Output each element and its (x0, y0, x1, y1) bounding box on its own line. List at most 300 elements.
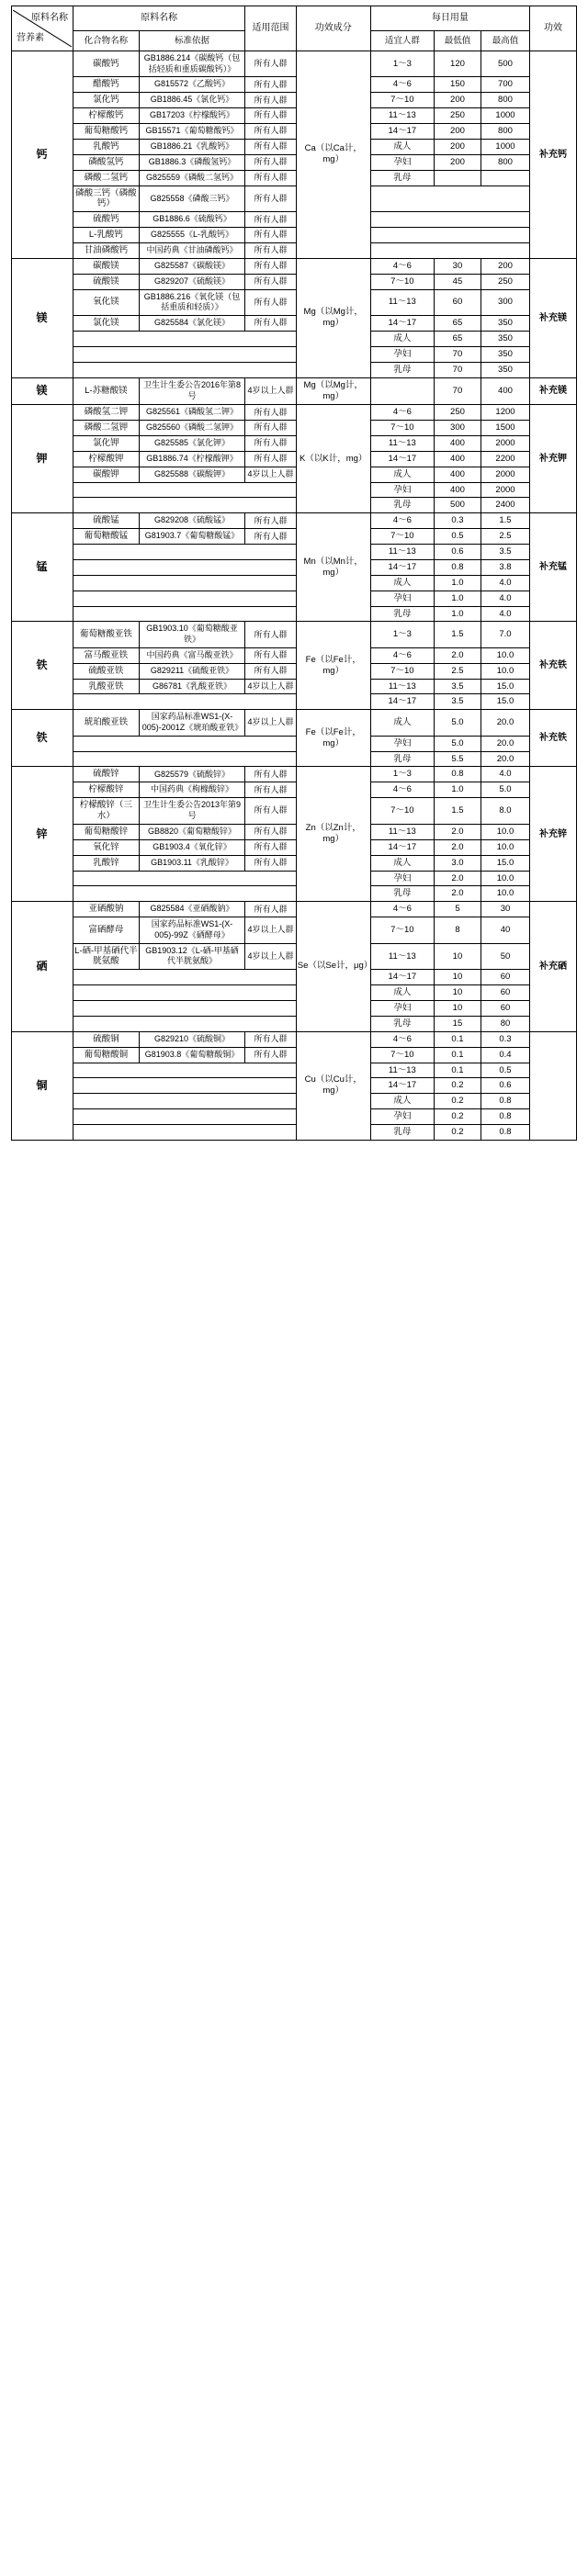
suitable-group-cell: 乳母 (370, 606, 434, 622)
min-value-cell: 300 (435, 421, 481, 436)
scope-cell: 所有人群 (245, 622, 296, 647)
min-value-cell: 2.0 (435, 647, 481, 663)
table-row (12, 258, 577, 274)
max-value-cell: 60 (481, 970, 529, 985)
min-value-cell: 70 (435, 346, 481, 362)
max-value-cell: 0.8 (481, 1094, 529, 1109)
suitable-group-cell: 孕妇 (370, 1001, 434, 1017)
standard-basis-cell: GB1886.214《碳酸钙（包括轻质和重质碳酸钙）》 (139, 51, 245, 77)
function-ingredient-cell: Cu（以Cu计，mg） (296, 1031, 370, 1140)
function-ingredient-cell: Mg（以Mg计，mg） (296, 258, 370, 377)
compound-name-cell: 磷酸二氢钙 (74, 170, 140, 186)
table-header (12, 6, 577, 51)
function-ingredient-cell: Mn（以Mn计，mg） (296, 513, 370, 622)
standard-basis-cell: GB1886.45《氯化钙》 (139, 93, 245, 108)
header-effect: 功效 (530, 6, 577, 51)
table-row (12, 917, 577, 943)
compound-name-cell: 硫酸亚铁 (74, 663, 140, 679)
suitable-group-cell: 11～13 (370, 435, 434, 451)
compound-name-cell: 氯化镁 (74, 316, 140, 332)
max-value-cell: 2200 (481, 451, 529, 467)
table-row (12, 1031, 577, 1047)
suitable-group-cell: 7～10 (370, 798, 434, 825)
suitable-group-cell: 成人 (370, 575, 434, 591)
table-row (12, 451, 577, 467)
function-ingredient-cell: Fe（以Fe计，mg） (296, 622, 370, 710)
empty-cell (74, 498, 297, 513)
table-row (12, 902, 577, 917)
compound-name-cell: 碳酸钙 (74, 51, 140, 77)
table-row (12, 316, 577, 332)
table-row (12, 362, 577, 377)
max-value-cell: 0.4 (481, 1047, 529, 1063)
standard-basis-cell: 卫生计生委公告2013年第9号 (139, 798, 245, 825)
table-row (12, 186, 577, 212)
min-value-cell: 150 (435, 77, 481, 93)
empty-cell (74, 970, 297, 985)
max-value-cell: 10.0 (481, 824, 529, 839)
corner-header-bottom-label: 营养素 (17, 32, 44, 43)
empty-cell (74, 1001, 297, 1017)
suitable-group-cell: 成人 (370, 855, 434, 871)
standard-basis-cell: G825588《碳酸钾》 (139, 467, 245, 482)
table-row (12, 1047, 577, 1063)
max-value-cell: 500 (481, 51, 529, 77)
compound-name-cell: 磷酸三钙（磷酸钙） (74, 186, 140, 212)
min-value-cell: 1.0 (435, 606, 481, 622)
min-value-cell: 30 (435, 258, 481, 274)
compound-name-cell: L-乳酸钙 (74, 228, 140, 243)
min-value-cell: 400 (435, 482, 481, 498)
function-ingredient-cell: Mg（以Mg计，mg） (296, 377, 370, 405)
max-value-cell: 2.5 (481, 529, 529, 545)
effect-cell: 补充硒 (530, 902, 577, 1032)
table-row (12, 1063, 577, 1078)
max-value-cell: 350 (481, 316, 529, 332)
compound-name-cell: 氧化锌 (74, 839, 140, 855)
table-row (12, 943, 577, 970)
min-value-cell: 70 (435, 377, 481, 405)
max-value-cell: 0.6 (481, 1078, 529, 1094)
compound-name-cell: 柠檬酸钾 (74, 451, 140, 467)
max-value-cell: 1.5 (481, 513, 529, 529)
max-value-cell: 60 (481, 1001, 529, 1017)
nutrient-name-cell: 锰 (12, 513, 74, 622)
empty-cell (74, 545, 297, 560)
standard-basis-cell: G829210《硫酸铜》 (139, 1031, 245, 1047)
function-ingredient-cell: Fe（以Fe计，mg） (296, 710, 370, 767)
standard-basis-cell: G829208《硫酸锰》 (139, 513, 245, 529)
max-value-cell: 1000 (481, 139, 529, 154)
min-value-cell: 5.0 (435, 710, 481, 736)
table-row (12, 710, 577, 736)
suitable-group-cell: 14～17 (370, 559, 434, 575)
compound-name-cell: 乳酸锌 (74, 855, 140, 871)
standard-basis-cell: GB1886.216《氧化镁（包括重质和轻质）》 (139, 289, 245, 315)
min-value-cell: 0.2 (435, 1125, 481, 1141)
empty-cell (74, 362, 297, 377)
scope-cell: 所有人群 (245, 451, 296, 467)
suitable-group-cell: 1～3 (370, 51, 434, 77)
empty-cell (74, 985, 297, 1001)
suitable-group-cell: 7～10 (370, 1047, 434, 1063)
effect-cell: 补充镁 (530, 377, 577, 405)
header-function-ingredient: 功效成分 (296, 6, 370, 51)
table-row (12, 228, 577, 243)
table-row (12, 108, 577, 124)
compound-name-cell: 富马酸亚铁 (74, 647, 140, 663)
min-value-cell: 0.1 (435, 1063, 481, 1078)
compound-name-cell: 硫酸镁 (74, 274, 140, 289)
header-raw-material: 原料名称 (74, 6, 245, 31)
max-value-cell: 0.8 (481, 1109, 529, 1125)
table-row (12, 622, 577, 647)
min-value-cell: 2.5 (435, 663, 481, 679)
scope-cell: 所有人群 (245, 243, 296, 259)
effect-cell: 补充铁 (530, 622, 577, 710)
compound-name-cell: 碳酸镁 (74, 258, 140, 274)
compound-name-cell: 硫酸钙 (74, 212, 140, 228)
suitable-group-cell: 7～10 (370, 421, 434, 436)
max-value-cell: 20.0 (481, 751, 529, 767)
table-row (12, 346, 577, 362)
suitable-group-cell: 7～10 (370, 663, 434, 679)
table-row (12, 559, 577, 575)
scope-cell: 所有人群 (245, 51, 296, 77)
max-value-cell: 60 (481, 985, 529, 1001)
min-value-cell: 45 (435, 274, 481, 289)
suitable-group-cell: 14～17 (370, 451, 434, 467)
table-row (12, 970, 577, 985)
compound-name-cell: 硫酸锌 (74, 767, 140, 782)
compound-name-cell: 氯化钾 (74, 435, 140, 451)
max-value-cell: 250 (481, 274, 529, 289)
suitable-group-cell: 4～6 (370, 405, 434, 421)
suitable-group-cell: 11～13 (370, 1063, 434, 1078)
suitable-group-cell: 1～3 (370, 622, 434, 647)
max-value-cell: 800 (481, 154, 529, 170)
table-row (12, 1094, 577, 1109)
nutrient-name-cell: 镁 (12, 258, 74, 377)
min-value-cell: 65 (435, 331, 481, 346)
max-value-cell: 20.0 (481, 710, 529, 736)
min-value-cell: 120 (435, 51, 481, 77)
scope-cell: 所有人群 (245, 513, 296, 529)
table-row (12, 435, 577, 451)
suitable-group-cell (370, 377, 434, 405)
suitable-group-cell: 成人 (370, 710, 434, 736)
table-row (12, 1109, 577, 1125)
nutrient-name-cell: 铁 (12, 710, 74, 767)
scope-cell: 4岁以上人群 (245, 917, 296, 943)
standard-basis-cell: 国家药品标准WS1-(X-005)-2001Z《琥珀酸亚铁》 (139, 710, 245, 736)
max-value-cell: 1200 (481, 405, 529, 421)
compound-name-cell: 葡萄糖酸锌 (74, 824, 140, 839)
effect-cell: 补充铁 (530, 710, 577, 767)
table-row (12, 647, 577, 663)
max-value-cell: 10.0 (481, 839, 529, 855)
compound-name-cell: L-苏糖酸镁 (74, 377, 140, 405)
min-value-cell: 10 (435, 1001, 481, 1017)
table-row (12, 663, 577, 679)
min-value-cell: 1.5 (435, 798, 481, 825)
scope-cell: 所有人群 (245, 228, 296, 243)
scope-cell: 所有人群 (245, 212, 296, 228)
suitable-group-cell: 14～17 (370, 124, 434, 140)
suitable-group-cell: 孕妇 (370, 1109, 434, 1125)
table-row (12, 1001, 577, 1017)
standard-basis-cell: G825579《硫酸锌》 (139, 767, 245, 782)
table-row (12, 421, 577, 436)
standard-basis-cell: G825561《磷酸氢二钾》 (139, 405, 245, 421)
table-row (12, 591, 577, 606)
compound-name-cell: 琥珀酸亚铁 (74, 710, 140, 736)
standard-basis-cell: G825555《L-乳酸钙》 (139, 228, 245, 243)
header-min-value: 最低值 (435, 31, 481, 51)
min-value-cell: 0.2 (435, 1109, 481, 1125)
table-row (12, 694, 577, 710)
max-value-cell: 30 (481, 902, 529, 917)
table-row (12, 77, 577, 93)
table-row (12, 855, 577, 871)
scope-cell: 所有人群 (245, 274, 296, 289)
compound-name-cell: 磷酸氢钙 (74, 154, 140, 170)
suitable-group-cell: 孕妇 (370, 482, 434, 498)
table-row (12, 824, 577, 839)
max-value-cell: 350 (481, 346, 529, 362)
scope-cell: 所有人群 (245, 108, 296, 124)
max-value-cell: 2400 (481, 498, 529, 513)
min-value-cell: 8 (435, 917, 481, 943)
table-row (12, 679, 577, 694)
compound-name-cell: 乳酸亚铁 (74, 679, 140, 694)
scope-cell: 所有人群 (245, 435, 296, 451)
min-value-cell: 5 (435, 902, 481, 917)
empty-cell (74, 1094, 297, 1109)
standard-basis-cell: 国家药品标准WS1-(X-005)-99Z《硒酵母》 (139, 917, 245, 943)
min-value-cell: 0.5 (435, 529, 481, 545)
min-value-cell: 2.0 (435, 824, 481, 839)
suitable-group-cell: 成人 (370, 331, 434, 346)
max-value-cell: 80 (481, 1016, 529, 1031)
compound-name-cell: 柠檬酸钙 (74, 108, 140, 124)
table-row (12, 154, 577, 170)
compound-name-cell: 硫酸锰 (74, 513, 140, 529)
suitable-group-cell: 成人 (370, 139, 434, 154)
table-row (12, 274, 577, 289)
max-value-cell: 20.0 (481, 736, 529, 751)
max-value-cell: 2000 (481, 482, 529, 498)
table-row (12, 886, 577, 902)
standard-basis-cell: G825585《氯化钾》 (139, 435, 245, 451)
table-row (12, 498, 577, 513)
table-row (12, 545, 577, 560)
compound-name-cell: 硫酸铜 (74, 1031, 140, 1047)
empty-cell (370, 212, 529, 228)
suitable-group-cell: 14～17 (370, 694, 434, 710)
suitable-group-cell: 7～10 (370, 274, 434, 289)
max-value-cell: 1500 (481, 421, 529, 436)
suitable-group-cell: 11～13 (370, 545, 434, 560)
min-value-cell: 10 (435, 985, 481, 1001)
suitable-group-cell: 4～6 (370, 902, 434, 917)
table-row (12, 377, 577, 405)
scope-cell: 所有人群 (245, 77, 296, 93)
max-value-cell: 4.0 (481, 767, 529, 782)
max-value-cell: 2000 (481, 435, 529, 451)
standard-basis-cell: GB15571《葡萄糖酸钙》 (139, 124, 245, 140)
table-row (12, 405, 577, 421)
scope-cell: 4岁以上人群 (245, 710, 296, 736)
table-row (12, 985, 577, 1001)
empty-cell (74, 559, 297, 575)
table-row (12, 289, 577, 315)
suitable-group-cell: 孕妇 (370, 736, 434, 751)
min-value-cell: 1.0 (435, 575, 481, 591)
empty-cell (74, 346, 297, 362)
table-row (12, 1016, 577, 1031)
table-row (12, 51, 577, 77)
empty-cell (74, 331, 297, 346)
compound-name-cell: 富硒酵母 (74, 917, 140, 943)
max-value-cell: 3.5 (481, 545, 529, 560)
table-row (12, 212, 577, 228)
compound-name-cell: 磷酸二氢钾 (74, 421, 140, 436)
empty-cell (74, 736, 297, 751)
min-value-cell: 0.8 (435, 767, 481, 782)
suitable-group-cell: 14～17 (370, 839, 434, 855)
min-value-cell: 60 (435, 289, 481, 315)
compound-name-cell: 柠檬酸锌 (74, 782, 140, 798)
standard-basis-cell: G825558《磷酸三钙》 (139, 186, 245, 212)
scope-cell: 所有人群 (245, 421, 296, 436)
standard-basis-cell: G81903.8《葡萄糖酸铜》 (139, 1047, 245, 1063)
corner-header-top-label: 原料名称 (31, 13, 69, 23)
min-value-cell: 65 (435, 316, 481, 332)
standard-basis-cell: G829207《硫酸镁》 (139, 274, 245, 289)
suitable-group-cell: 孕妇 (370, 591, 434, 606)
standard-basis-cell: GB1903.11《乳酸锌》 (139, 855, 245, 871)
table-row (12, 482, 577, 498)
table-row (12, 170, 577, 186)
max-value-cell: 15.0 (481, 855, 529, 871)
compound-name-cell: 葡萄糖酸铜 (74, 1047, 140, 1063)
nutrient-name-cell: 钙 (12, 51, 74, 259)
empty-cell (370, 186, 529, 212)
suitable-group-cell: 14～17 (370, 316, 434, 332)
header-max-value: 最高值 (481, 31, 529, 51)
compound-name-cell: 柠檬酸锌（三水） (74, 798, 140, 825)
max-value-cell: 4.0 (481, 591, 529, 606)
suitable-group-cell: 14～17 (370, 970, 434, 985)
max-value-cell: 200 (481, 258, 529, 274)
scope-cell: 所有人群 (245, 767, 296, 782)
scope-cell: 所有人群 (245, 798, 296, 825)
empty-cell (74, 694, 297, 710)
scope-cell: 所有人群 (245, 316, 296, 332)
min-value-cell: 400 (435, 435, 481, 451)
table-row (12, 467, 577, 482)
scope-cell: 所有人群 (245, 124, 296, 140)
min-value-cell: 400 (435, 467, 481, 482)
max-value-cell: 4.0 (481, 606, 529, 622)
max-value-cell: 0.8 (481, 1125, 529, 1141)
min-value-cell: 15 (435, 1016, 481, 1031)
compound-name-cell: L-硒-甲基硒代半胱氨酸 (74, 943, 140, 970)
standard-basis-cell: GB17203《柠檬酸钙》 (139, 108, 245, 124)
scope-cell: 4岁以上人群 (245, 943, 296, 970)
table-row (12, 839, 577, 855)
effect-cell (530, 1031, 577, 1140)
scope-cell: 4岁以上人群 (245, 377, 296, 405)
empty-cell (74, 591, 297, 606)
scope-cell: 4岁以上人群 (245, 467, 296, 482)
max-value-cell: 10.0 (481, 886, 529, 902)
suitable-group-cell: 成人 (370, 1094, 434, 1109)
function-ingredient-cell: Se（以Se计，μg） (296, 902, 370, 1032)
max-value-cell: 10.0 (481, 663, 529, 679)
scope-cell: 所有人群 (245, 1047, 296, 1063)
table-row (12, 736, 577, 751)
empty-cell (74, 1016, 297, 1031)
scope-cell: 所有人群 (245, 139, 296, 154)
table-row (12, 782, 577, 798)
max-value-cell: 5.0 (481, 782, 529, 798)
table-row (12, 606, 577, 622)
effect-cell: 补充锰 (530, 513, 577, 622)
min-value-cell: 5.5 (435, 751, 481, 767)
max-value-cell: 2000 (481, 467, 529, 482)
standard-basis-cell: G86781《乳酸亚铁》 (139, 679, 245, 694)
min-value-cell: 10 (435, 970, 481, 985)
nutrient-table (11, 6, 577, 1141)
min-value-cell: 2.0 (435, 871, 481, 886)
suitable-group-cell: 孕妇 (370, 346, 434, 362)
suitable-group-cell: 乳母 (370, 751, 434, 767)
min-value-cell (435, 170, 481, 186)
scope-cell: 所有人群 (245, 289, 296, 315)
empty-cell (370, 228, 529, 243)
effect-cell: 补充钾 (530, 405, 577, 513)
nutrient-name-cell: 硒 (12, 902, 74, 1032)
table-row (12, 1125, 577, 1141)
scope-cell: 所有人群 (245, 663, 296, 679)
compound-name-cell: 醋酸钙 (74, 77, 140, 93)
scope-cell: 所有人群 (245, 839, 296, 855)
nutrient-name-cell: 铜 (12, 1031, 74, 1140)
table-row (12, 513, 577, 529)
standard-basis-cell: GB1886.21《乳酸钙》 (139, 139, 245, 154)
table-row (12, 751, 577, 767)
suitable-group-cell: 孕妇 (370, 154, 434, 170)
max-value-cell: 10.0 (481, 871, 529, 886)
standard-basis-cell: 中国药典《枸橼酸锌》 (139, 782, 245, 798)
min-value-cell: 250 (435, 405, 481, 421)
scope-cell: 所有人群 (245, 824, 296, 839)
standard-basis-cell: 中国药典《甘油磷酸钙》 (139, 243, 245, 259)
nutrient-name-cell: 钾 (12, 405, 74, 513)
min-value-cell: 70 (435, 362, 481, 377)
suitable-group-cell: 11～13 (370, 289, 434, 315)
empty-cell (74, 482, 297, 498)
min-value-cell: 10 (435, 943, 481, 970)
max-value-cell: 7.0 (481, 622, 529, 647)
suitable-group-cell: 乳母 (370, 1125, 434, 1141)
suitable-group-cell: 11～13 (370, 824, 434, 839)
header-compound-name: 化合物名称 (74, 31, 140, 51)
standard-basis-cell: G825587《碳酸镁》 (139, 258, 245, 274)
compound-name-cell: 葡萄糖酸亚铁 (74, 622, 140, 647)
